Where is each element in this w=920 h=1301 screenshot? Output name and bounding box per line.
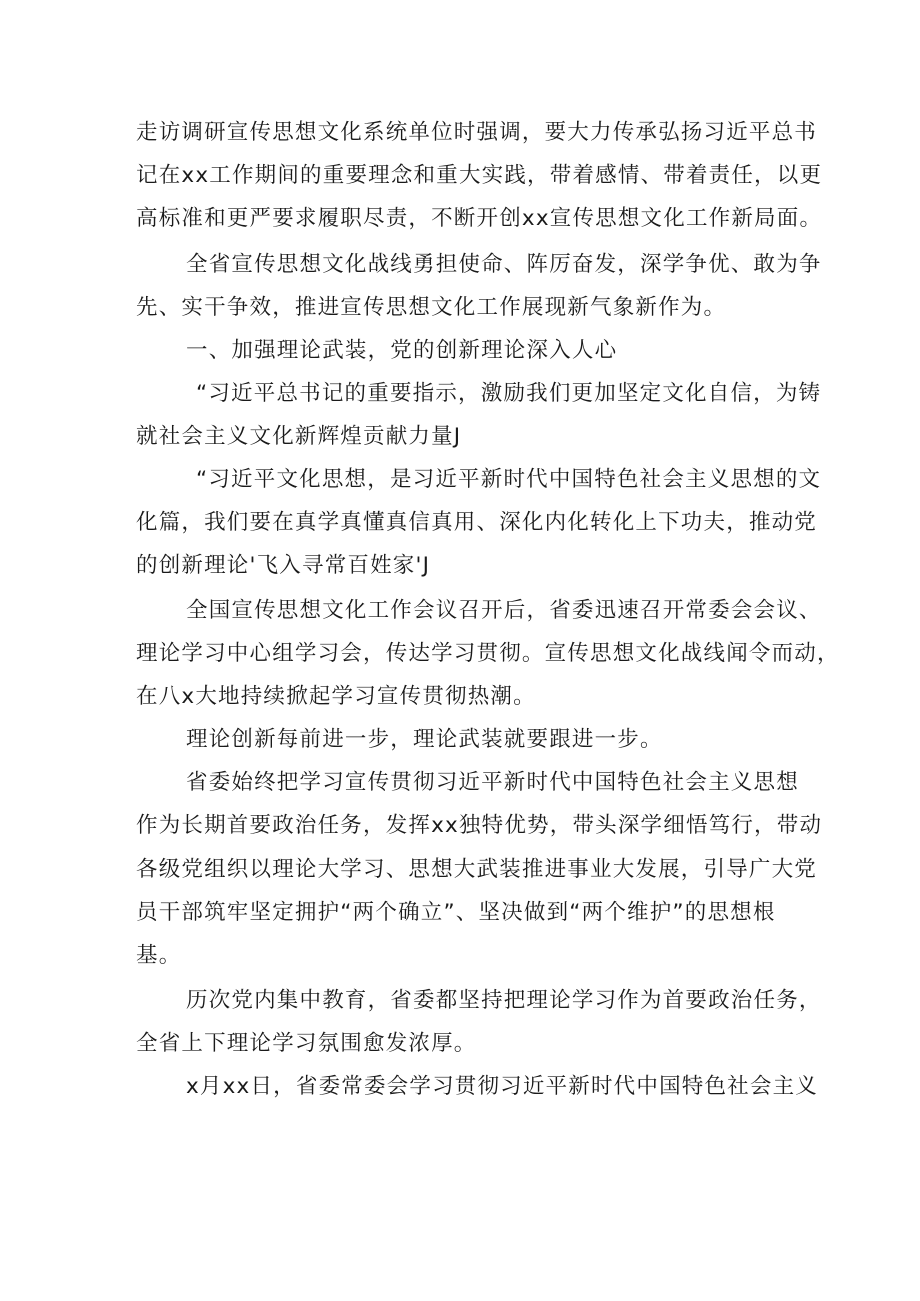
text-line: 全国宣传思想文化工作会议召开后，省委迅速召开常委会会议、 — [186, 598, 822, 623]
text-line: 走访调研宣传思想文化系统单位时强调，要大力传承弘扬习近平总书 — [136, 120, 818, 145]
section-heading: 一、加强理论武装，党的创新理论深入人心 — [186, 338, 618, 363]
text-line: 理论创新每前进一步，理论武装就要跟进一步。 — [186, 727, 663, 752]
text-line: 就社会主义文化新辉煌贡献力量J — [136, 424, 462, 449]
text-line: “习近平文化思想，是习近平新时代中国特色社会主义思想的文 — [196, 467, 822, 492]
text-line: 全省宣传思想文化战线勇担使命、阵厉奋发，深学争优、敢为争 — [186, 252, 822, 277]
text-line: 的创新理论'飞入寻常百姓家'J — [136, 553, 431, 578]
text-line: 各级党组织以理论大学习、思想大武装推进事业大发展，引导广大党 — [136, 857, 818, 882]
text-line: 化篇，我们要在真学真懂真信真用、深化内化转化上下功夫，推动党 — [136, 510, 818, 535]
text-line: 先、实干争效，推进宣传思想文化工作展现新气象新作为。 — [136, 295, 727, 320]
text-line: 高标准和更严要求履职尽责，不断开创xx宣传思想文化工作新局面。 — [136, 206, 823, 231]
text-line: 全省上下理论学习氛围愈发浓厚。 — [136, 1031, 477, 1056]
text-line: 在八x大地持续掀起学习宣传贯彻热潮。 — [136, 684, 536, 709]
text-line: 记在xx工作期间的重要理念和重大实践，带着感情、带着责任，以更 — [136, 163, 823, 188]
text-line: 历次党内集中教育，省委都坚持把理论学习作为首要政治任务， — [186, 988, 822, 1013]
text-line: 作为长期首要政治任务，发挥xx独特优势，带头深学细悟笃行，带动 — [136, 813, 823, 838]
text-line: 员干部筑牢坚定拥护“两个确立”、坚决做到“两个维护”的思想根 — [136, 900, 776, 925]
text-line: 基。 — [136, 943, 182, 968]
text-line: x月xx日，省委常委会学习贯彻习近平新时代中国特色社会主义 — [186, 1074, 818, 1099]
text-line: “习近平总书记的重要指示，激励我们更加坚定文化自信，为铸 — [196, 381, 822, 406]
text-line: 省委始终把学习宣传贯彻习近平新时代中国特色社会主义思想 — [186, 770, 799, 795]
text-line: 理论学习中心组学习会，传达学习贯彻。宣传思想文化战线闻令而动， — [136, 641, 840, 666]
